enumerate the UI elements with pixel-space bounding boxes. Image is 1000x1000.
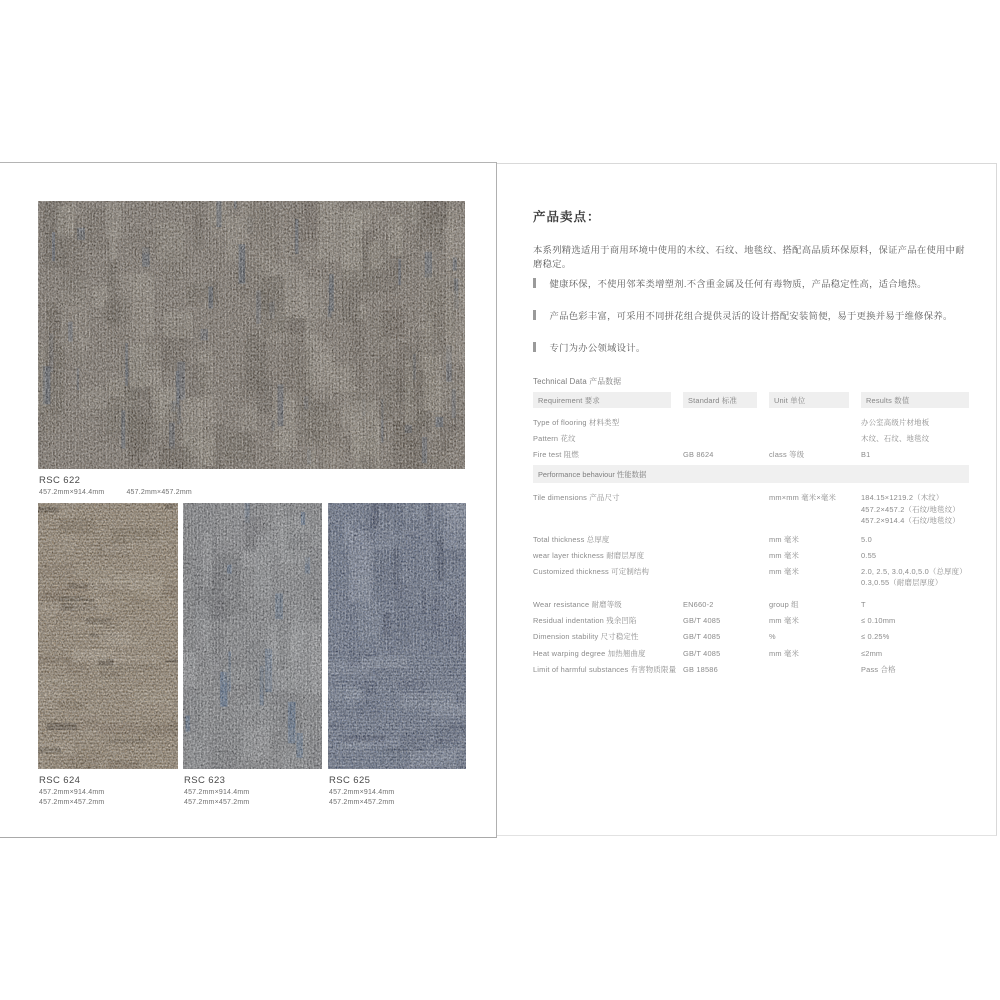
- table-cell: GB 8624: [683, 450, 714, 460]
- table-cell: [683, 566, 769, 588]
- table-row: [533, 648, 969, 659]
- selling-points-intro: 本系列精选适用于商用环境中使用的木纹、石纹、地毯纹、搭配高品质环保原料，保证产品在使用中耐磨稳定。: [533, 245, 965, 269]
- product-size: 457.2mm×457.2mm: [126, 489, 192, 496]
- product-code: RSC 625: [329, 775, 371, 786]
- table-cell: Heat warping degree 加热翘曲度: [533, 648, 646, 658]
- product-size: 457.2mm×914.4mm: [39, 789, 105, 796]
- table-cell-result: [861, 664, 969, 675]
- catalog-left-page: [0, 162, 497, 838]
- result-line: 184.15×1219.2（木纹）: [861, 493, 944, 503]
- product-size: 457.2mm×914.4mm: [184, 789, 250, 796]
- result-line: B1: [861, 450, 871, 460]
- table-cell: mm 毫米: [769, 550, 800, 560]
- table-cell: [769, 433, 861, 444]
- carpet-swatch-rsc625: [328, 503, 466, 769]
- selling-point-text: 专门为办公领域设计。: [549, 343, 646, 353]
- table-cell: Limit of harmful substances 有害物质限量: [533, 664, 677, 674]
- table-cell: Total thickness 总厚度: [533, 534, 610, 544]
- table-header-cell: Standard 标准: [683, 392, 757, 408]
- result-line: 0.3,0.55（耐磨层厚度）: [861, 578, 943, 588]
- product-card-rsc624: [38, 503, 178, 806]
- table-cell: mm 毫米: [769, 566, 800, 576]
- product-label: [39, 475, 214, 496]
- table-section-row: Performance behaviour 性能数据: [533, 465, 969, 483]
- result-line: 457.2×914.4（石纹/地毯纹）: [861, 515, 960, 525]
- table-cell: Tile dimensions 产品尺寸: [533, 493, 620, 503]
- table-row: [533, 417, 969, 428]
- technical-data-title: Technical Data 产品数据: [533, 377, 622, 386]
- result-line: ≤2mm: [861, 648, 883, 658]
- result-line: ≤ 0.10mm: [861, 616, 896, 626]
- table-cell: [769, 664, 861, 675]
- table-cell: GB 18586: [683, 664, 718, 674]
- table-cell: [683, 534, 769, 545]
- product-label: [184, 775, 249, 808]
- result-line: 2.0, 2.5, 3.0,4.0,5.0（总厚度）: [861, 566, 967, 576]
- table-cell-result: [861, 648, 969, 659]
- table-cell-result: [861, 433, 969, 444]
- table-cell: GB/T 4085: [683, 632, 721, 642]
- product-label: [329, 775, 394, 808]
- table-cell-result: [861, 631, 969, 642]
- product-sizes: [184, 789, 249, 806]
- result-line: 457.2×457.2（石纹/地毯纹）: [861, 504, 960, 514]
- table-cell: mm 毫米: [769, 616, 800, 626]
- table-cell: [683, 492, 769, 525]
- product-size: 457.2mm×914.4mm: [329, 789, 395, 796]
- table-cell: wear layer thickness 耐磨层厚度: [533, 550, 645, 560]
- table-cell-result: [861, 417, 969, 428]
- table-row: [533, 433, 969, 444]
- table-cell-result: [861, 599, 969, 610]
- product-code: RSC 624: [39, 775, 81, 786]
- table-cell: group 组: [769, 600, 799, 610]
- table-header-cell: Results 数值: [861, 392, 969, 408]
- table-cell: mm×mm 毫米×毫米: [769, 493, 837, 503]
- table-cell: mm 毫米: [769, 648, 800, 658]
- table-cell: Fire test 阻燃: [533, 450, 579, 460]
- table-cell-result: [861, 492, 969, 525]
- result-line: 5.0: [861, 534, 872, 544]
- table-cell: Pattern 花纹: [533, 434, 576, 444]
- table-cell: Customized thickness 可定制结构: [533, 566, 650, 576]
- result-line: 0.55: [861, 550, 877, 560]
- table-cell-result: [861, 449, 969, 460]
- carpet-swatch-rsc624: [38, 503, 178, 769]
- product-card-rsc622: [38, 201, 465, 507]
- table-row: [533, 599, 969, 610]
- table-cell: %: [769, 632, 776, 642]
- table-cell: [683, 433, 769, 444]
- table-cell-result: [861, 534, 969, 545]
- product-sizes: [39, 489, 214, 496]
- table-row: [533, 615, 969, 626]
- table-row: [533, 492, 969, 525]
- product-size: 457.2mm×457.2mm: [39, 798, 105, 806]
- table-cell: class 等级: [769, 450, 805, 460]
- table-cell: [769, 417, 861, 428]
- product-card-rsc623: [183, 503, 322, 806]
- selling-point-text: 产品色彩丰富，可采用不同拼花组合提供灵活的设计搭配安装简便，易于更换并易于维修保养。: [549, 311, 953, 321]
- table-cell-result: [861, 566, 969, 588]
- result-line: T: [861, 600, 866, 610]
- catalog-right-page: [497, 163, 997, 836]
- bullet-bar-icon: [533, 278, 536, 288]
- product-card-rsc625: [328, 503, 466, 806]
- product-size: 457.2mm×914.4mm: [39, 489, 105, 496]
- selling-points-title: 产品卖点：: [533, 210, 601, 224]
- selling-point-item: [533, 310, 969, 322]
- product-label: [39, 775, 104, 808]
- table-row: [533, 550, 969, 561]
- table-cell: [683, 550, 769, 561]
- table-cell-result: [861, 550, 969, 561]
- selling-point-item: [533, 342, 969, 354]
- table-header-cell: Requirement 要求: [533, 392, 671, 408]
- table-cell: Type of flooring 材料类型: [533, 418, 620, 428]
- table-row: [533, 631, 969, 642]
- product-code: RSC 623: [184, 775, 226, 786]
- table-row: [533, 449, 969, 460]
- bullet-bar-icon: [533, 310, 536, 320]
- table-cell: Dimension stability 尺寸稳定性: [533, 632, 639, 642]
- product-size: 457.2mm×457.2mm: [329, 798, 395, 806]
- table-cell-result: [861, 615, 969, 626]
- technical-table: [533, 392, 969, 680]
- table-row: [533, 664, 969, 675]
- product-sizes: [39, 789, 104, 806]
- product-sizes: [329, 789, 394, 806]
- carpet-swatch-rsc623: [183, 503, 322, 769]
- table-cell: [683, 417, 769, 428]
- product-code: RSC 622: [39, 475, 81, 486]
- table-cell: Residual indentation 残余凹陷: [533, 616, 637, 626]
- table-row: [533, 534, 969, 545]
- table-row: [533, 566, 969, 588]
- table-header-cell: Unit 单位: [769, 392, 849, 408]
- result-line: ≤ 0.25%: [861, 632, 890, 642]
- selling-point-item: [533, 278, 969, 290]
- table-header-row: [533, 392, 969, 408]
- selling-point-text: 健康环保，不使用邻苯类增塑剂.不含重金属及任何有毒物质，产品稳定性高，适合地热。: [549, 279, 927, 289]
- result-line: 木纹、石纹、地毯纹: [861, 434, 930, 444]
- result-line: Pass 合格: [861, 664, 896, 674]
- table-cell: GB/T 4085: [683, 616, 721, 626]
- table-cell: EN660-2: [683, 600, 714, 610]
- result-line: 办公室高级片材地板: [861, 418, 930, 428]
- table-cell: mm 毫米: [769, 534, 800, 544]
- product-size: 457.2mm×457.2mm: [184, 798, 250, 806]
- table-cell: Wear resistance 耐磨等级: [533, 600, 622, 610]
- carpet-swatch-rsc622: [38, 201, 465, 469]
- table-cell: GB/T 4085: [683, 648, 721, 658]
- bullet-bar-icon: [533, 342, 536, 352]
